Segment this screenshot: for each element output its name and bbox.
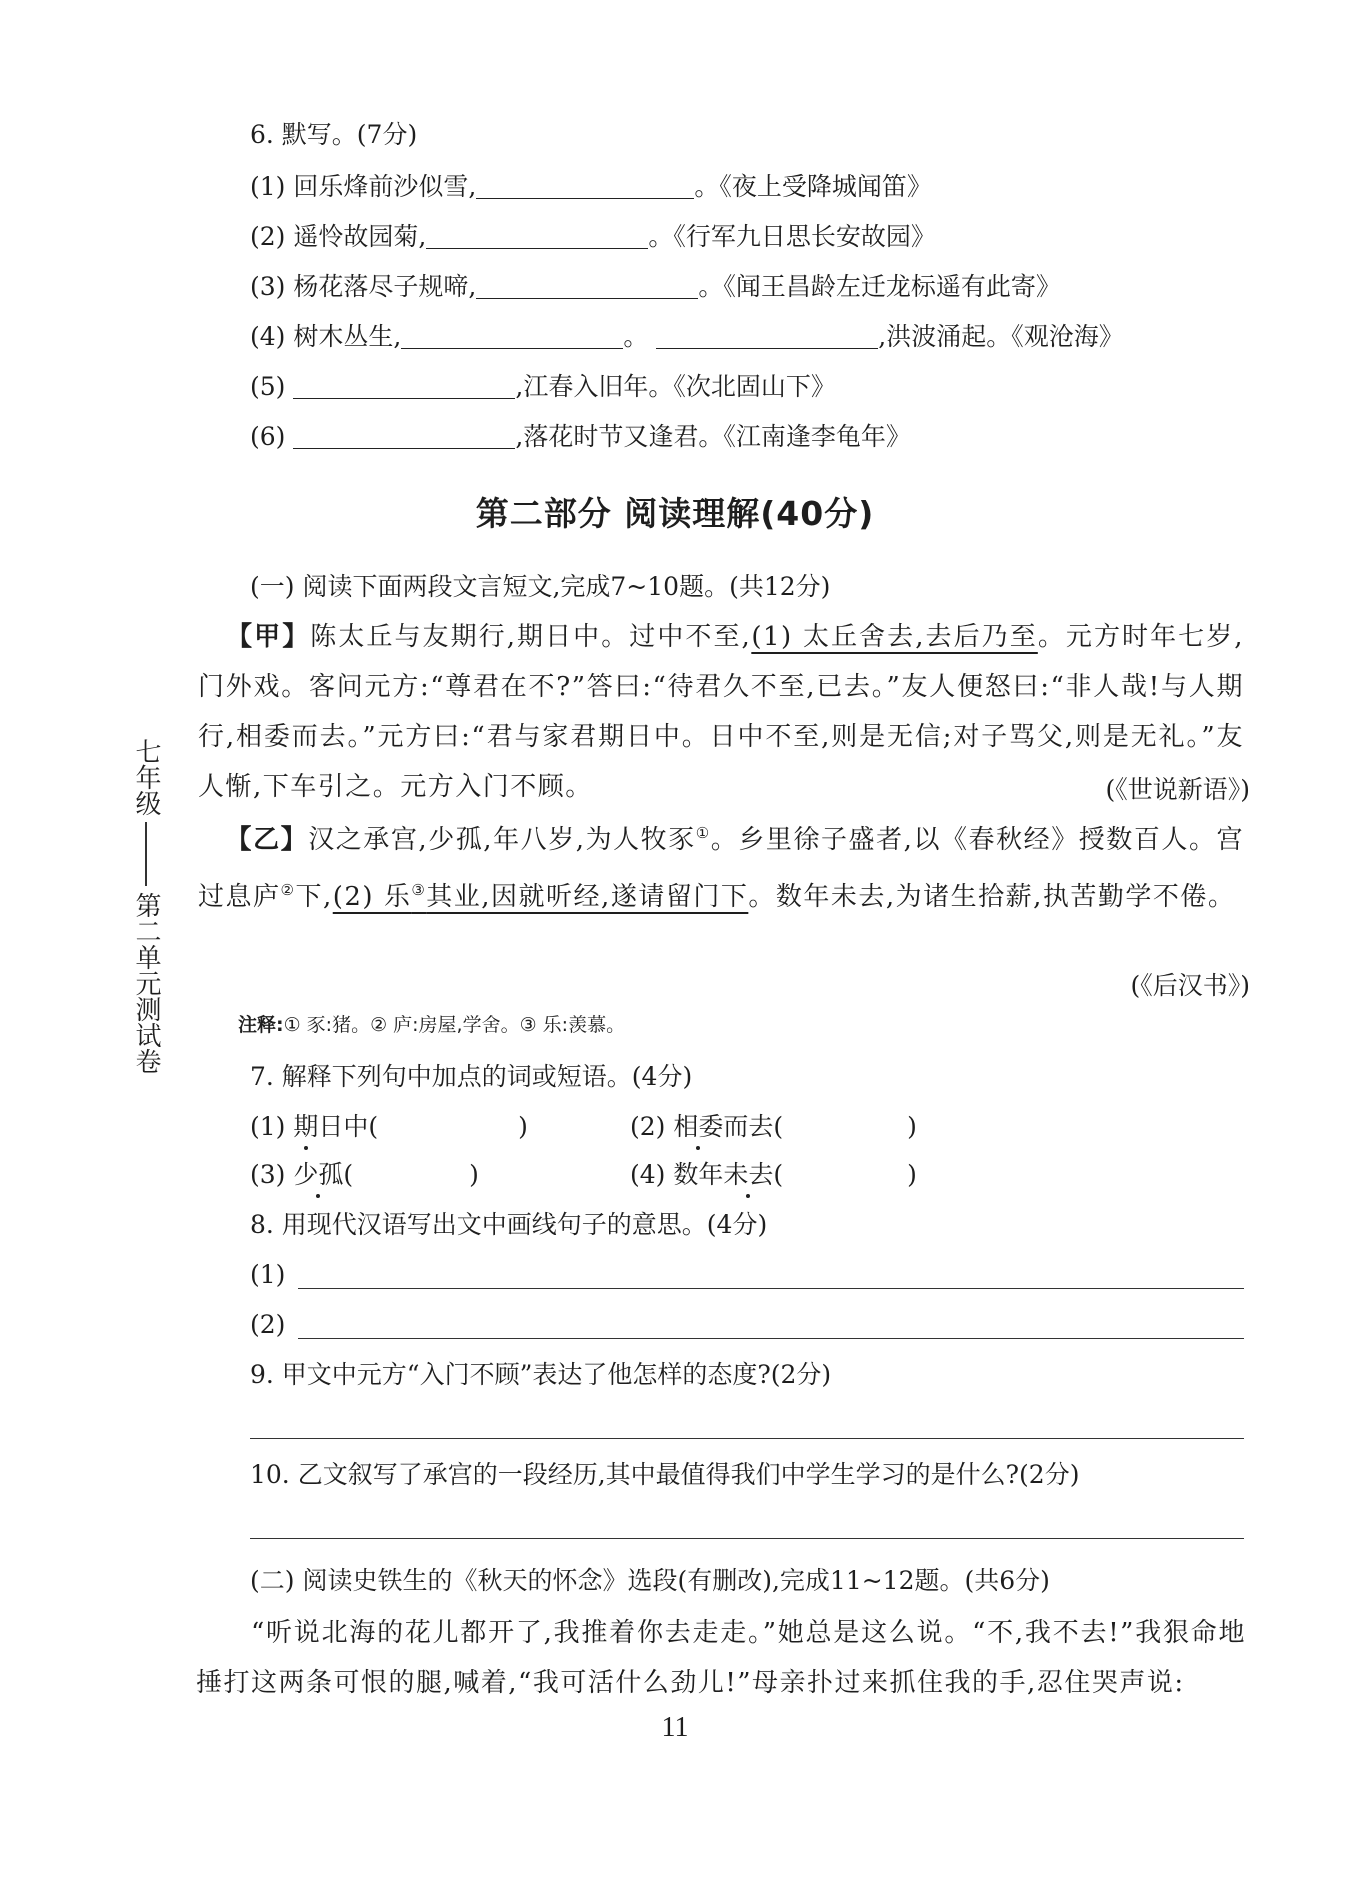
passage-yi-text: 汉之承宫,少孤,年八岁,为人牧豕: [308, 825, 696, 855]
answer-blank[interactable]: [476, 172, 694, 199]
answer-line-q8-2[interactable]: [298, 1338, 1244, 1339]
passage-jia: [198, 612, 1244, 812]
q10-title: [250, 1458, 1079, 1492]
paren-close: ): [907, 1160, 917, 1189]
q6-item-6-text: ,落花时节又逢君。《江南逢李龟年》: [515, 422, 911, 451]
q6-item-2-text: (2) 遥怜故园菊,: [250, 222, 427, 251]
paren-close: ): [518, 1112, 528, 1141]
passage-yi: [198, 808, 1244, 922]
q7-item-1-label: (1): [250, 1112, 294, 1141]
sidebar-divider: [145, 822, 147, 886]
passage-jia-text: 陈太丘与友期行,期日中。过中不至,: [310, 622, 752, 652]
sidebar-unit: 第二单元测试卷: [131, 892, 161, 1074]
part1-intro-text: (一) 阅读下面两段文言短文,完成7~10题。(共12分): [250, 572, 831, 601]
paren-close: ): [907, 1112, 917, 1141]
q6-title-text: 6. 默写。(7分): [250, 120, 418, 149]
note-label: 注释:: [238, 1014, 284, 1036]
q6-item-1-source: 。《夜上受降城闻笛》: [694, 172, 932, 201]
paren-close: ): [469, 1160, 479, 1189]
answer-blank[interactable]: [656, 322, 878, 349]
sidebar-grade: 七年级: [131, 738, 161, 816]
q6-item-5-label: (5): [250, 372, 286, 401]
passage-jia-source: (《世说新语》): [1105, 775, 1250, 804]
q6-item-4-period: 。: [623, 322, 649, 351]
q6-item-2: [250, 220, 936, 254]
passage-yi-text-4: 。数年未去,为诸生拾薪,执苦勤学不倦。: [748, 882, 1236, 912]
answer-blank[interactable]: [293, 422, 515, 449]
q7-item-1: [250, 1110, 528, 1144]
answer-blank[interactable]: [476, 272, 698, 299]
passage-jia-text-cont: 。元方时年七岁,门外戏。客问元方:“尊君在不?”答曰:“待君久不至,已去。”友人便怒曰:“非人哉!与人期行,相委而去。”元方曰:“君与家君期日中。日中不至,则是无信;对子骂父,则是无礼。”友人惭,下车引之。元方入门不顾。: [198, 622, 1245, 802]
passage-yi-tag: 【乙】: [225, 825, 309, 855]
q6-item-1: [250, 170, 932, 204]
q7-item-2-label: (2): [630, 1112, 674, 1141]
note-text: ① 豕:猪。② 庐:房屋,学舍。③ 乐:羡慕。: [283, 1014, 626, 1036]
part1-intro: [250, 570, 830, 604]
section-heading: 第二部分 阅读理解(40分): [475, 494, 875, 533]
underlined-sentence-1: (1) 太丘舍去,去后乃至: [751, 622, 1038, 652]
annotation-note: [238, 1010, 625, 1037]
q6-item-2-source: 。《行军九日思长安故园》: [648, 222, 936, 251]
q6-item-3: [250, 270, 1061, 304]
page-number: 11: [661, 1712, 689, 1743]
underlined-sentence-2: [333, 882, 749, 912]
part2-passage: [196, 1608, 1246, 1708]
q6-item-4: [250, 320, 1124, 354]
q7-item-3-label: (3): [250, 1160, 294, 1189]
q7-item-2-text: 而去(: [723, 1112, 784, 1141]
q7-item-2: [630, 1110, 917, 1144]
q6-item-5-text: ,江春入旧年。《次北固山下》: [515, 372, 836, 401]
q6-item-4-text: (4) 树木丛生,: [250, 322, 402, 351]
q6-item-6-label: (6): [250, 422, 286, 451]
q6-item-5: [250, 370, 836, 404]
passage-jia-tag: 【甲】: [225, 622, 311, 652]
q6-item-4-source: ,洪波涌起。《观沧海》: [878, 322, 1124, 351]
q6-item-3-source: 。《闻王昌龄左迁龙标遥有此寄》: [698, 272, 1061, 301]
q7-title: [250, 1060, 692, 1094]
q9-title-text: 9. 甲文中元方“入门不顾”表达了他怎样的态度?(2分): [250, 1360, 832, 1389]
q7-title-text: 7. 解释下列句中加点的词或短语。(4分): [250, 1062, 693, 1091]
q8-label-1: (1): [250, 1260, 286, 1289]
underlined-sentence-2-a: (2) 乐: [332, 882, 412, 912]
q6-item-3-text: (3) 杨花落尽子规啼,: [250, 272, 477, 301]
q7-item-4-text: (: [773, 1160, 784, 1189]
q7-item-3-text: (: [343, 1160, 354, 1189]
part2-intro: [250, 1564, 1050, 1598]
q6-title: [250, 118, 417, 152]
footnote-ref-1: ①: [695, 824, 711, 842]
answer-blank[interactable]: [293, 372, 515, 399]
dotted-word: 少孤: [293, 1160, 344, 1189]
passage-yi-text-3: 下,: [295, 882, 333, 912]
q9-title: [250, 1358, 831, 1392]
underlined-sentence-2-b: 其业,因就听经,遂请留门下: [426, 882, 749, 912]
q7-item-4: [630, 1158, 917, 1192]
answer-line-q10[interactable]: [250, 1538, 1244, 1539]
q7-item-4-label: (4) 数年: [630, 1160, 724, 1189]
sidebar-label: [126, 738, 166, 1074]
footnote-ref-3: ③: [411, 881, 427, 899]
q7-item-3: [250, 1158, 479, 1192]
passage-yi-source: (《后汉书》): [1130, 971, 1250, 1000]
q8-title: [250, 1208, 767, 1242]
answer-line-q8-1[interactable]: [298, 1288, 1244, 1289]
answer-line-q9[interactable]: [250, 1438, 1244, 1439]
footnote-ref-2: ②: [280, 881, 296, 899]
part2-passage-text: “听说北海的花儿都开了,我推着你去走走。”她总是这么说。“不,我不去!”我狠命地捶打这两条可恨的腿,喊着,“我可活什么劲儿!”母亲扑过来抓住我的手,忍住哭声说:: [196, 1618, 1246, 1698]
dotted-word: 相委: [673, 1112, 724, 1141]
dotted-word: 期: [293, 1112, 319, 1141]
part2-intro-text: (二) 阅读史铁生的《秋天的怀念》选段(有删改),完成11~12题。(共6分): [250, 1566, 1050, 1595]
dotted-word: 未去: [723, 1160, 774, 1189]
answer-blank[interactable]: [401, 322, 623, 349]
q6-item-1-text: (1) 回乐烽前沙似雪,: [250, 172, 477, 201]
answer-blank[interactable]: [426, 222, 648, 249]
q6-item-6: [250, 420, 911, 454]
passage-yi-text-2: 。乡里徐子盛者,以《春秋经》授数百人。宫过息庐: [198, 825, 1244, 912]
q8-label-2: (2): [250, 1310, 286, 1339]
q10-title-text: 10. 乙文叙写了承宫的一段经历,其中最值得我们中学生学习的是什么?(2分): [250, 1460, 1080, 1489]
q7-item-1-text: 日中(: [318, 1112, 379, 1141]
q8-title-text: 8. 用现代汉语写出文中画线句子的意思。(4分): [250, 1210, 768, 1239]
